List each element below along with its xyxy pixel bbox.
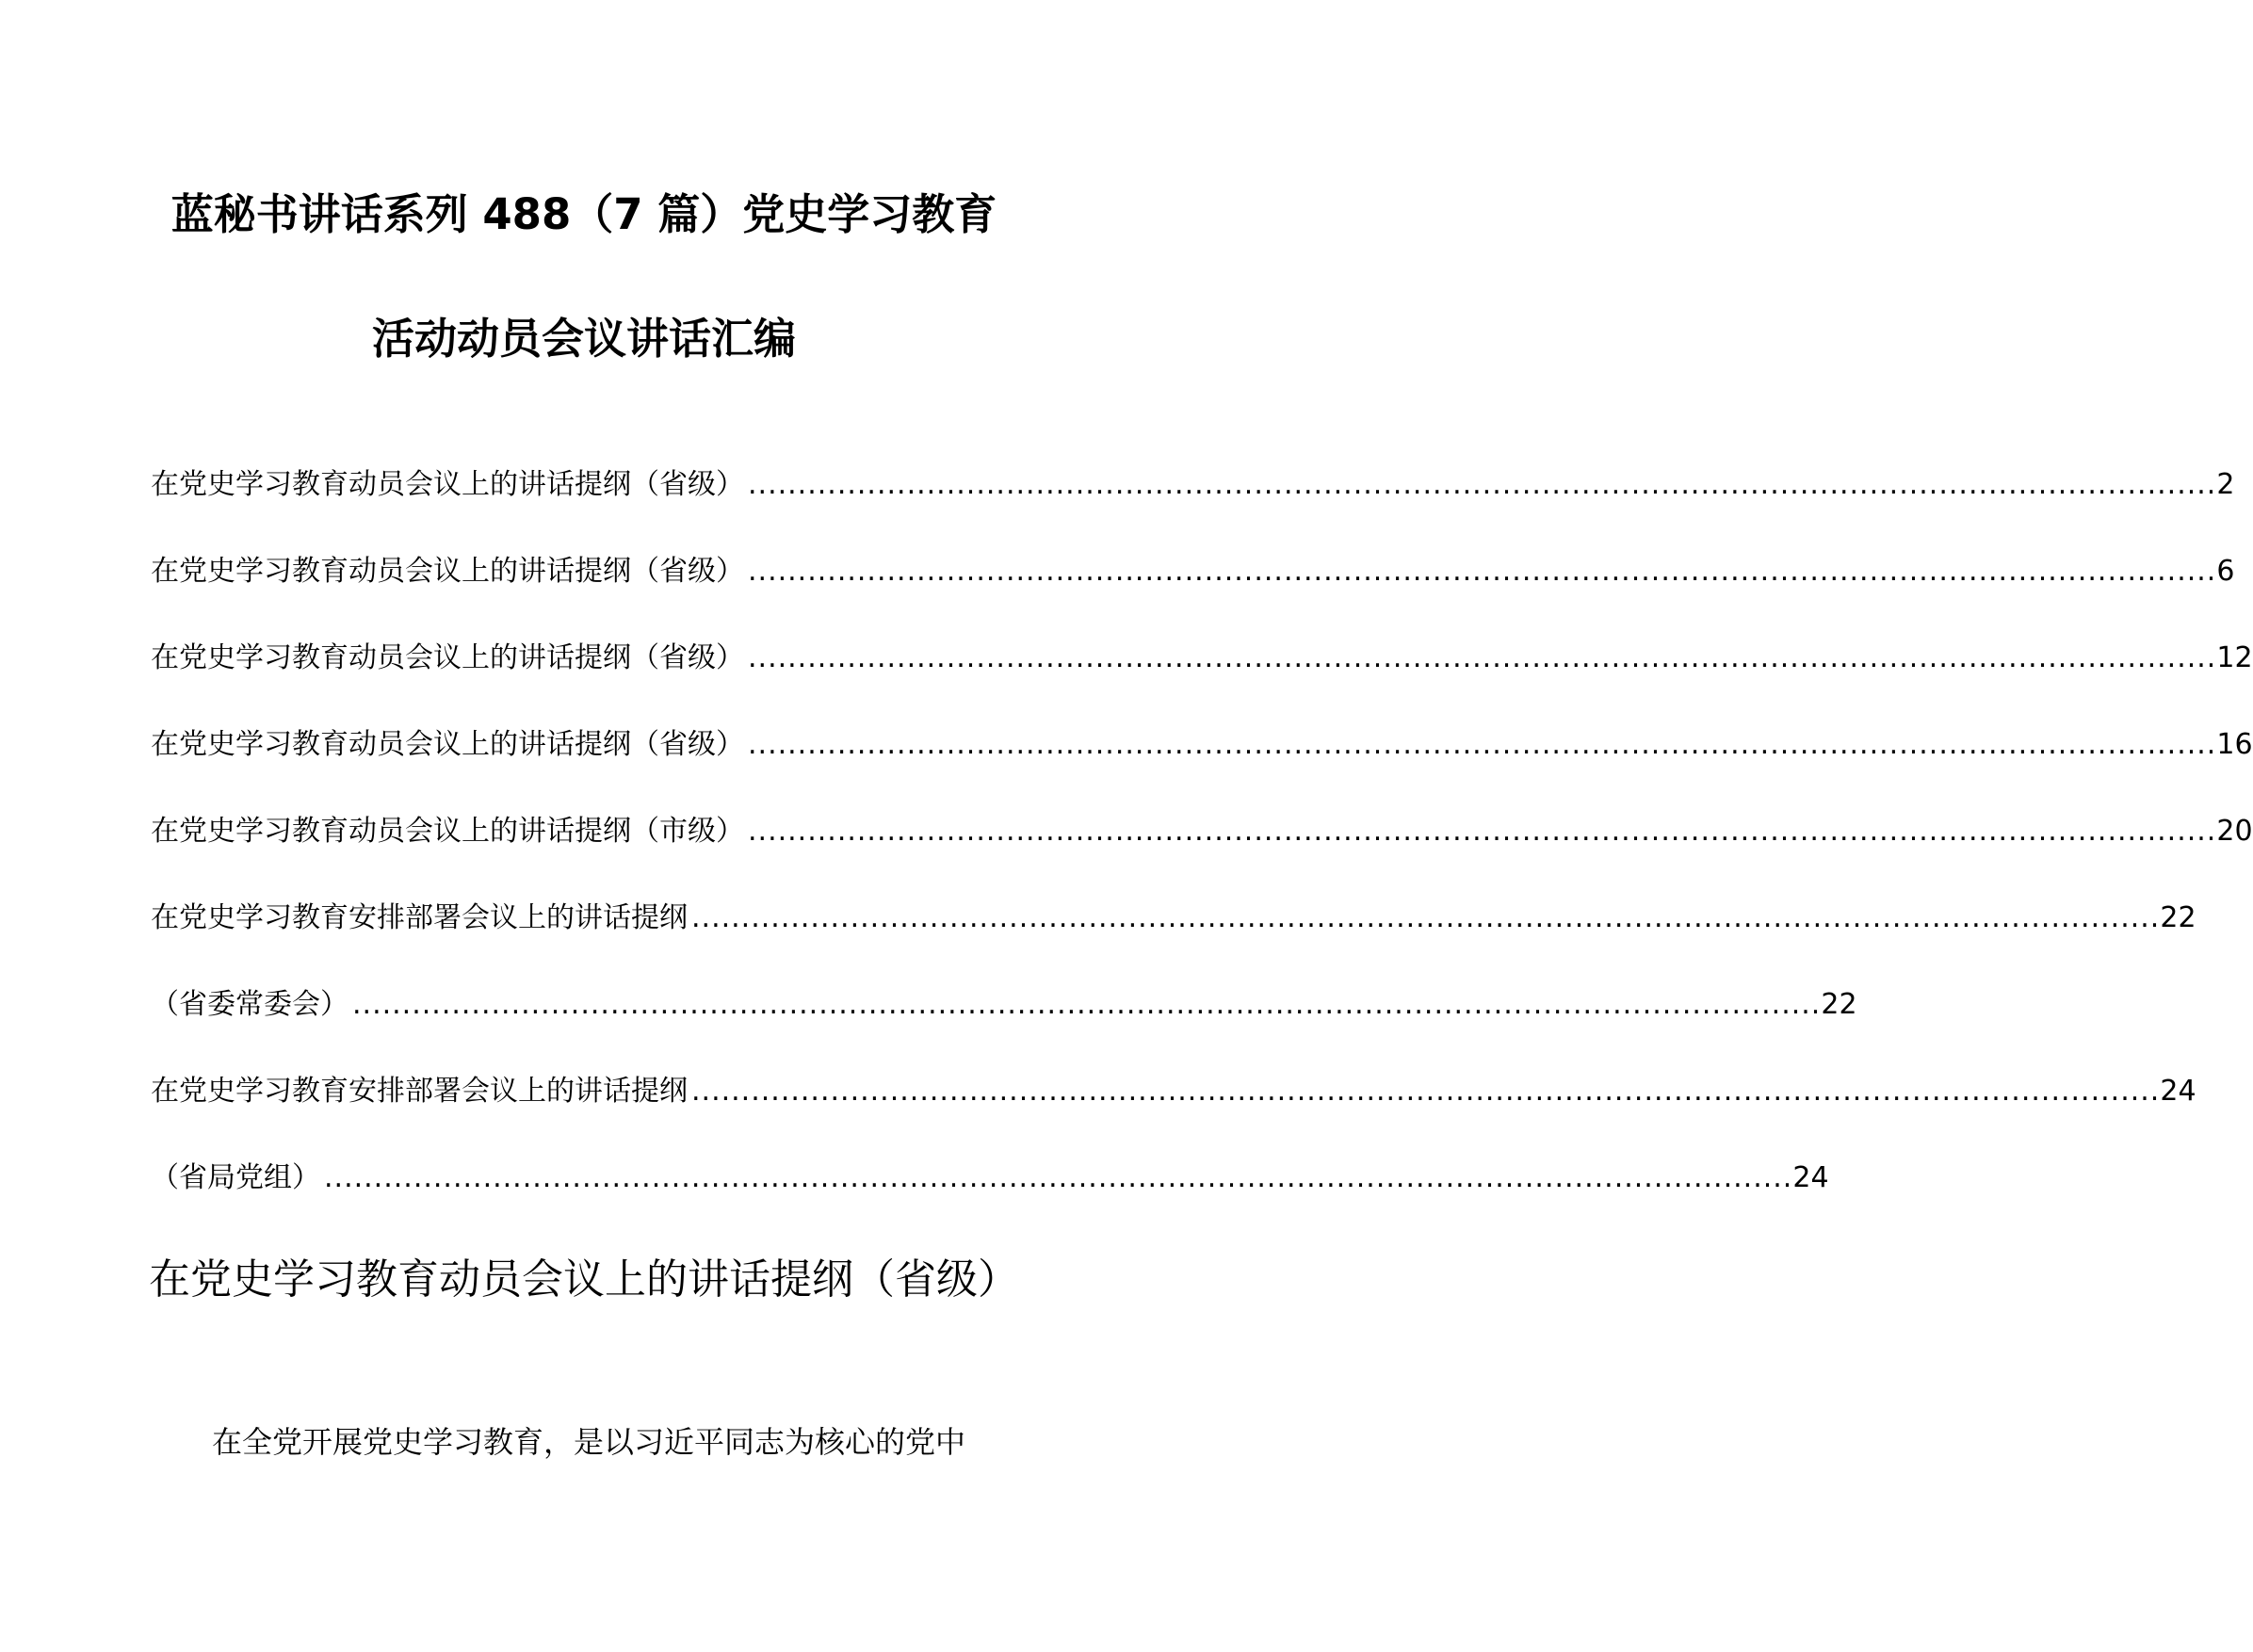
toc-leader-dots: .................................................................................................................................................... [748, 728, 2217, 761]
toc-page-number: 22 [1821, 988, 1857, 1021]
toc-page-number: 6 [2216, 555, 2235, 588]
toc-page-number: 20 [2216, 815, 2253, 848]
toc-entry-title: （省委常委会） [151, 988, 348, 1021]
toc-entry-title: 在党史学习教育安排部署会议上的讲话提纲 [151, 901, 688, 934]
toc-entry-title: 在党史学习教育动员会议上的讲话提纲（省级） [151, 468, 744, 501]
toc-entry[interactable] [151, 723, 2253, 767]
section-heading: 在党史学习教育动员会议上的讲话提纲（省级） [149, 1255, 1019, 1304]
toc-entry[interactable] [151, 1157, 1829, 1200]
toc-entry-title: 在党史学习教育动员会议上的讲话提纲（省级） [151, 728, 744, 761]
toc-leader-dots: .................................................................................................................................................... [691, 901, 2161, 934]
toc-entry[interactable] [151, 637, 2253, 680]
toc-entry-title: 在党史学习教育安排部署会议上的讲话提纲 [151, 1075, 688, 1108]
toc-leader-dots: .................................................................................................................................................... [748, 815, 2217, 848]
toc-entry[interactable] [151, 463, 2235, 507]
toc-entry-title: 在党史学习教育动员会议上的讲话提纲（省级） [151, 555, 744, 588]
toc-entry[interactable] [151, 1070, 2196, 1113]
toc-leader-dots: .................................................................................................................................................... [748, 641, 2217, 674]
toc-leader-dots: .................................................................................................................................................... [748, 555, 2217, 588]
toc-leader-dots: .................................................................................................................................................... [748, 468, 2217, 501]
toc-entry-title: 在党史学习教育动员会议上的讲话提纲（省级） [151, 641, 744, 674]
toc-entry-title: 在党史学习教育动员会议上的讲话提纲（市级） [151, 815, 744, 848]
toc-page-number: 16 [2216, 728, 2253, 761]
toc-page-number: 2 [2216, 468, 2235, 501]
toc-page-number: 24 [2160, 1075, 2196, 1108]
toc-page-number: 24 [1792, 1161, 1829, 1194]
toc-entry[interactable] [151, 550, 2235, 593]
toc-page-number: 12 [2216, 641, 2253, 674]
toc-entry[interactable] [151, 983, 1857, 1027]
toc-entry[interactable] [151, 810, 2253, 853]
toc-leader-dots: .................................................................................................................................................... [691, 1075, 2161, 1108]
body-paragraph: 在全党开展党史学习教育，是以习近平同志为核心的党中 [212, 1424, 966, 1460]
toc-entry-title: （省局党组） [151, 1161, 320, 1194]
toc-leader-dots: .................................................................................................................................................... [352, 988, 1822, 1021]
toc-page-number: 22 [2160, 901, 2196, 934]
toc-entry[interactable] [151, 897, 2196, 940]
document-title-line-1: 蓝秘书讲话系列 488（7 篇）党史学习教育 [170, 189, 997, 239]
toc-leader-dots: .................................................................................................................................................... [324, 1161, 1793, 1194]
document-title-line-2: 活动动员会议讲话汇编 [371, 314, 796, 364]
